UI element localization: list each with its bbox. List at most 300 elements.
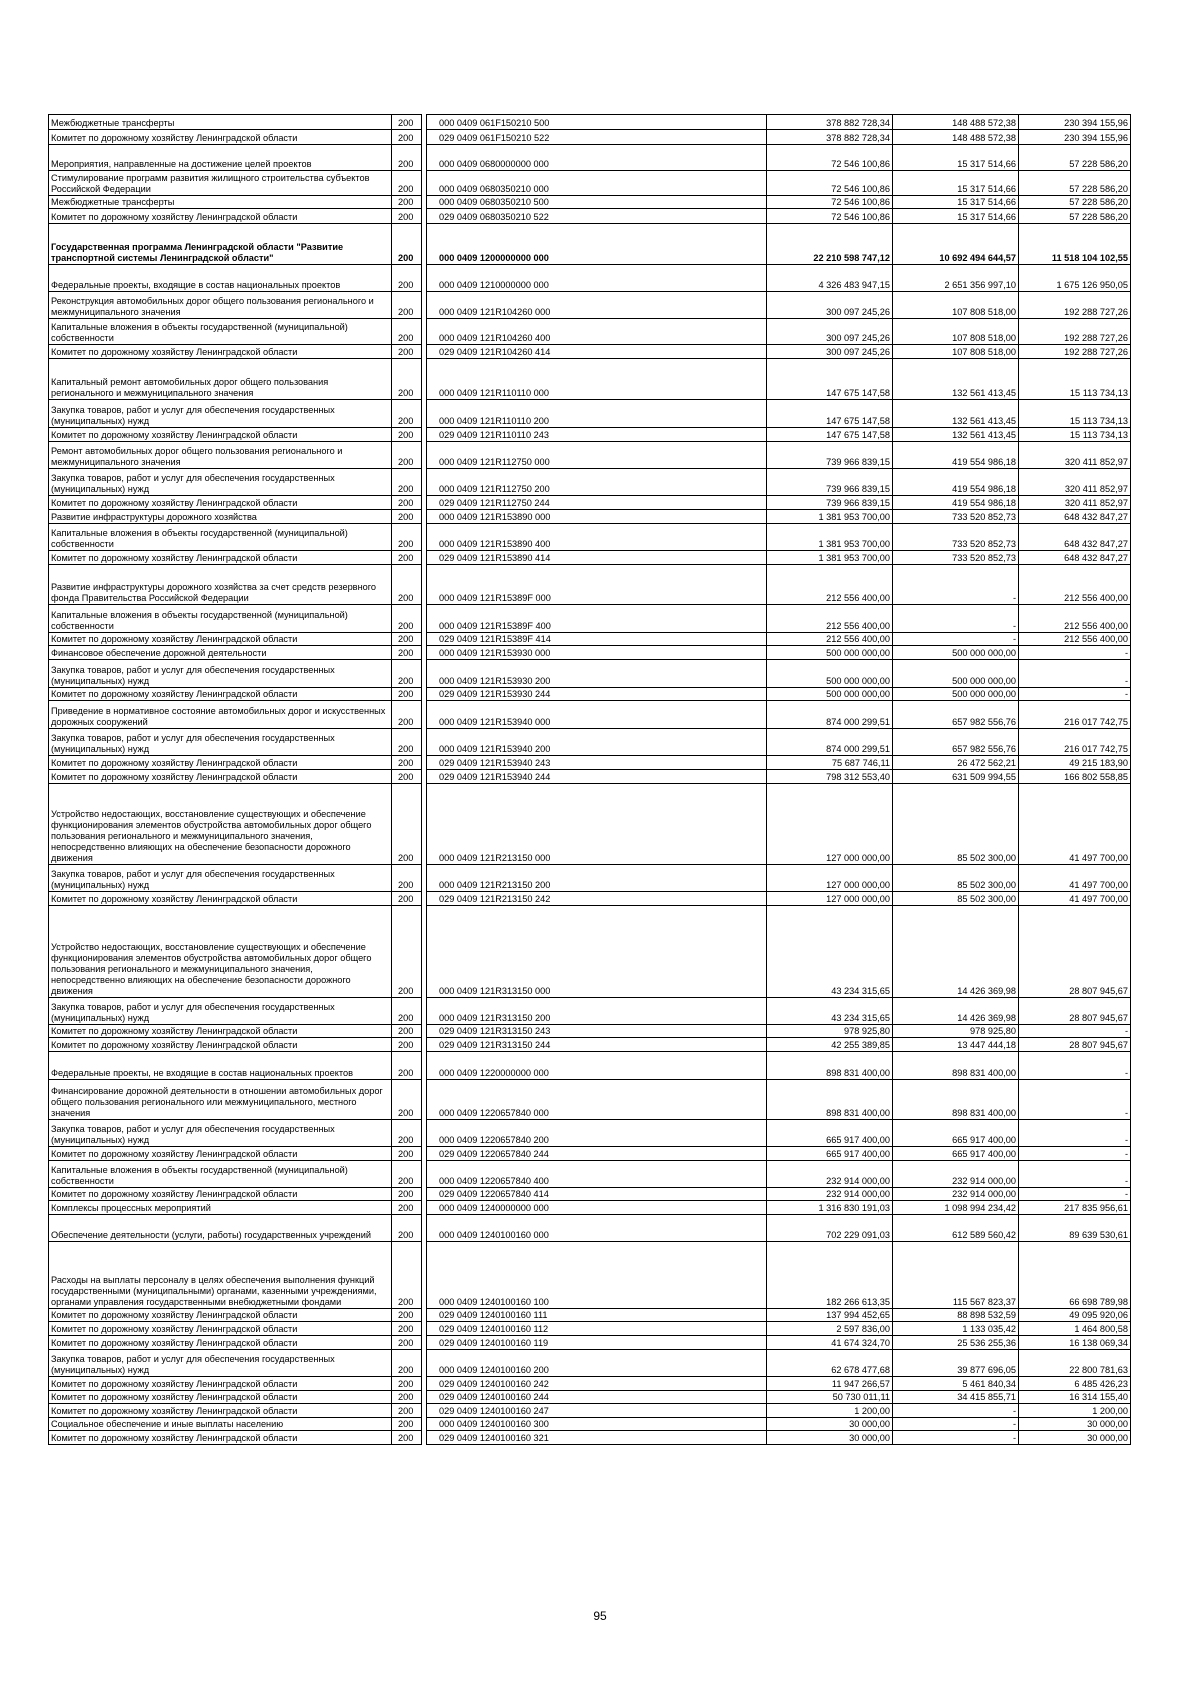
row-approved-cell: 127 000 000,00 xyxy=(767,892,893,906)
row-name-cell: Устройство недостающих, восстановление существующих и обеспечение функционирования элементов обустройства автомобильных дорог общего пользования регионального и межмуниципального значения, непосредственно влияющих на обеспечение безопасности дорожного движения xyxy=(49,906,392,998)
row-approved-cell: 72 546 100,86 xyxy=(767,145,893,171)
table-row xyxy=(49,1309,1131,1322)
table-row xyxy=(49,1025,1131,1038)
row-approved-cell: 42 255 389,85 xyxy=(767,1038,893,1052)
row-executed-cell: 15 317 514,66 xyxy=(893,171,1019,196)
row-code-cell: 200 xyxy=(392,660,422,688)
row-kbk-cell: 029 0409 1240100160 247 xyxy=(427,1404,767,1418)
row-executed-cell: - xyxy=(893,1418,1019,1431)
row-code-cell: 200 xyxy=(392,292,422,319)
row-kbk-cell: 000 0409 1200000000 000 xyxy=(427,224,767,265)
row-kbk-cell: 000 0409 121R104260 400 xyxy=(427,319,767,345)
row-approved-cell: 874 000 299,51 xyxy=(767,701,893,729)
row-approved-cell: 147 675 147,58 xyxy=(767,428,893,442)
row-executed-cell: 148 488 572,38 xyxy=(893,115,1019,130)
table-row xyxy=(49,1080,1131,1120)
row-name-cell: Комитет по дорожному хозяйству Ленинградской области xyxy=(49,130,392,145)
row-approved-cell: 137 994 452,65 xyxy=(767,1309,893,1322)
row-name-cell: Закупка товаров, работ и услуг для обеспечения государственных (муниципальных) нужд xyxy=(49,469,392,496)
row-kbk-cell: 029 0409 1240100160 321 xyxy=(427,1431,767,1445)
row-name-cell: Комитет по дорожному хозяйству Ленинградской области xyxy=(49,688,392,701)
row-name-cell: Комитет по дорожному хозяйству Ленинградской области xyxy=(49,1147,392,1161)
row-kbk-cell: 029 0409 1220657840 244 xyxy=(427,1147,767,1161)
row-unexecuted-cell: 212 556 400,00 xyxy=(1019,633,1131,646)
row-approved-cell: 500 000 000,00 xyxy=(767,688,893,701)
row-approved-cell: 30 000,00 xyxy=(767,1418,893,1431)
row-kbk-cell: 000 0409 1240100160 300 xyxy=(427,1418,767,1431)
row-executed-cell: 419 554 986,18 xyxy=(893,469,1019,496)
row-unexecuted-cell: 192 288 727,26 xyxy=(1019,292,1131,319)
row-unexecuted-cell: 320 411 852,97 xyxy=(1019,496,1131,510)
row-code-cell: 200 xyxy=(392,770,422,784)
row-approved-cell: 874 000 299,51 xyxy=(767,729,893,756)
row-code-cell: 200 xyxy=(392,729,422,756)
row-approved-cell: 665 917 400,00 xyxy=(767,1147,893,1161)
row-unexecuted-cell: 30 000,00 xyxy=(1019,1431,1131,1445)
row-code-cell: 200 xyxy=(392,1309,422,1322)
row-unexecuted-cell: 15 113 734,13 xyxy=(1019,359,1131,400)
row-code-cell: 200 xyxy=(392,345,422,359)
row-executed-cell: 132 561 413,45 xyxy=(893,428,1019,442)
row-name-cell: Закупка товаров, работ и услуг для обеспечения государственных (муниципальных) нужд xyxy=(49,865,392,892)
row-name-cell: Комитет по дорожному хозяйству Ленинградской области xyxy=(49,1038,392,1052)
row-executed-cell: 419 554 986,18 xyxy=(893,442,1019,469)
row-code-cell: 200 xyxy=(392,605,422,633)
row-code-cell: 200 xyxy=(392,428,422,442)
row-code-cell: 200 xyxy=(392,701,422,729)
row-approved-cell: 72 546 100,86 xyxy=(767,209,893,224)
row-unexecuted-cell: 216 017 742,75 xyxy=(1019,701,1131,729)
row-executed-cell: 2 651 356 997,10 xyxy=(893,265,1019,292)
row-kbk-cell: 000 0409 121R153930 000 xyxy=(427,646,767,660)
row-unexecuted-cell: - xyxy=(1019,1120,1131,1147)
row-executed-cell: 25 536 255,36 xyxy=(893,1336,1019,1350)
row-unexecuted-cell: - xyxy=(1019,660,1131,688)
row-approved-cell: 300 097 245,26 xyxy=(767,345,893,359)
row-executed-cell: 665 917 400,00 xyxy=(893,1120,1019,1147)
row-code-cell: 200 xyxy=(392,646,422,660)
row-approved-cell: 1 200,00 xyxy=(767,1404,893,1418)
row-executed-cell: 657 982 556,76 xyxy=(893,701,1019,729)
row-kbk-cell: 000 0409 121R153940 000 xyxy=(427,701,767,729)
row-approved-cell: 212 556 400,00 xyxy=(767,633,893,646)
row-kbk-cell: 000 0409 0680350210 000 xyxy=(427,171,767,196)
table-row xyxy=(49,171,1131,196)
budget-table xyxy=(48,114,1131,1445)
row-unexecuted-cell: 230 394 155,96 xyxy=(1019,115,1131,130)
row-executed-cell: 88 898 532,59 xyxy=(893,1309,1019,1322)
row-code-cell: 200 xyxy=(392,359,422,400)
row-approved-cell: 2 597 836,00 xyxy=(767,1322,893,1336)
row-executed-cell: 1 133 035,42 xyxy=(893,1322,1019,1336)
row-code-cell: 200 xyxy=(392,1391,422,1404)
row-kbk-cell: 000 0409 121R110110 000 xyxy=(427,359,767,400)
row-kbk-cell: 029 0409 121R313150 244 xyxy=(427,1038,767,1052)
row-unexecuted-cell: - xyxy=(1019,1161,1131,1188)
row-unexecuted-cell: 166 802 558,85 xyxy=(1019,770,1131,784)
table-row xyxy=(49,224,1131,265)
row-unexecuted-cell: 216 017 742,75 xyxy=(1019,729,1131,756)
row-kbk-cell: 029 0409 061F150210 522 xyxy=(427,130,767,145)
row-code-cell: 200 xyxy=(392,892,422,906)
row-unexecuted-cell: 230 394 155,96 xyxy=(1019,130,1131,145)
row-code-cell: 200 xyxy=(392,1161,422,1188)
row-kbk-cell: 000 0409 1220000000 000 xyxy=(427,1052,767,1080)
row-kbk-cell: 000 0409 121R213150 000 xyxy=(427,784,767,865)
row-kbk-cell: 000 0409 121R153890 400 xyxy=(427,524,767,551)
row-approved-cell: 898 831 400,00 xyxy=(767,1052,893,1080)
row-executed-cell: 26 472 562,21 xyxy=(893,756,1019,770)
row-unexecuted-cell: 57 228 586,20 xyxy=(1019,196,1131,209)
table-row xyxy=(49,729,1131,756)
row-unexecuted-cell: 11 518 104 102,55 xyxy=(1019,224,1131,265)
row-name-cell: Комитет по дорожному хозяйству Ленинградской области xyxy=(49,209,392,224)
row-kbk-cell: 000 0409 121R213150 200 xyxy=(427,865,767,892)
row-name-cell: Комитет по дорожному хозяйству Ленинградской области xyxy=(49,770,392,784)
row-executed-cell: 14 426 369,98 xyxy=(893,906,1019,998)
row-code-cell: 200 xyxy=(392,1120,422,1147)
row-name-cell: Капитальные вложения в объекты государственной (муниципальной) собственности xyxy=(49,605,392,633)
row-approved-cell: 147 675 147,58 xyxy=(767,400,893,428)
row-name-cell: Финансовое обеспечение дорожной деятельности xyxy=(49,646,392,660)
row-code-cell: 200 xyxy=(392,1025,422,1038)
row-unexecuted-cell: 192 288 727,26 xyxy=(1019,345,1131,359)
row-name-cell: Закупка товаров, работ и услуг для обеспечения государственных (муниципальных) нужд xyxy=(49,1120,392,1147)
row-kbk-cell: 000 0409 1220657840 000 xyxy=(427,1080,767,1120)
row-unexecuted-cell: 212 556 400,00 xyxy=(1019,605,1131,633)
row-kbk-cell: 000 0409 1240000000 000 xyxy=(427,1201,767,1215)
row-executed-cell: 419 554 986,18 xyxy=(893,496,1019,510)
row-kbk-cell: 029 0409 121R153930 244 xyxy=(427,688,767,701)
row-name-cell: Мероприятия, направленные на достижение целей проектов xyxy=(49,145,392,171)
row-code-cell: 200 xyxy=(392,524,422,551)
table-row xyxy=(49,1242,1131,1309)
row-unexecuted-cell: 57 228 586,20 xyxy=(1019,171,1131,196)
row-approved-cell: 1 316 830 191,03 xyxy=(767,1201,893,1215)
table-row xyxy=(49,319,1131,345)
row-unexecuted-cell: 57 228 586,20 xyxy=(1019,209,1131,224)
row-kbk-cell: 000 0409 1240100160 000 xyxy=(427,1215,767,1242)
row-kbk-cell: 000 0409 1240100160 100 xyxy=(427,1242,767,1309)
row-code-cell: 200 xyxy=(392,1322,422,1336)
row-name-cell: Комитет по дорожному хозяйству Ленинградской области xyxy=(49,1025,392,1038)
table-row xyxy=(49,770,1131,784)
row-kbk-cell: 000 0409 061F150210 500 xyxy=(427,115,767,130)
row-approved-cell: 43 234 315,65 xyxy=(767,906,893,998)
row-executed-cell: 15 317 514,66 xyxy=(893,209,1019,224)
row-code-cell: 200 xyxy=(392,1215,422,1242)
row-approved-cell: 232 914 000,00 xyxy=(767,1161,893,1188)
row-kbk-cell: 029 0409 1240100160 111 xyxy=(427,1309,767,1322)
table-row xyxy=(49,1418,1131,1431)
row-executed-cell: 665 917 400,00 xyxy=(893,1147,1019,1161)
row-name-cell: Реконструкция автомобильных дорог общего пользования регионального и межмуниципального значения xyxy=(49,292,392,319)
row-unexecuted-cell: - xyxy=(1019,1080,1131,1120)
row-code-cell: 200 xyxy=(392,319,422,345)
row-kbk-cell: 000 0409 121R153890 000 xyxy=(427,510,767,524)
row-unexecuted-cell: 41 497 700,00 xyxy=(1019,784,1131,865)
row-kbk-cell: 000 0409 121R110110 200 xyxy=(427,400,767,428)
row-name-cell: Закупка товаров, работ и услуг для обеспечения государственных (муниципальных) нужд xyxy=(49,1350,392,1377)
row-approved-cell: 127 000 000,00 xyxy=(767,865,893,892)
row-kbk-cell: 000 0409 1210000000 000 xyxy=(427,265,767,292)
row-approved-cell: 898 831 400,00 xyxy=(767,1080,893,1120)
row-executed-cell: 232 914 000,00 xyxy=(893,1188,1019,1201)
row-unexecuted-cell: 49 215 183,90 xyxy=(1019,756,1131,770)
row-code-cell: 200 xyxy=(392,442,422,469)
table-row xyxy=(49,1377,1131,1391)
row-code-cell: 200 xyxy=(392,633,422,646)
row-unexecuted-cell: 1 200,00 xyxy=(1019,1404,1131,1418)
row-kbk-cell: 029 0409 0680350210 522 xyxy=(427,209,767,224)
row-code-cell: 200 xyxy=(392,510,422,524)
row-approved-cell: 147 675 147,58 xyxy=(767,359,893,400)
row-approved-cell: 798 312 553,40 xyxy=(767,770,893,784)
row-approved-cell: 300 097 245,26 xyxy=(767,319,893,345)
row-code-cell: 200 xyxy=(392,265,422,292)
table-row xyxy=(49,1147,1131,1161)
row-code-cell: 200 xyxy=(392,906,422,998)
row-unexecuted-cell: 1 675 126 950,05 xyxy=(1019,265,1131,292)
row-unexecuted-cell: 192 288 727,26 xyxy=(1019,319,1131,345)
table-row xyxy=(49,605,1131,633)
row-executed-cell: 733 520 852,73 xyxy=(893,524,1019,551)
row-name-cell: Социальное обеспечение и иные выплаты населению xyxy=(49,1418,392,1431)
row-name-cell: Обеспечение деятельности (услуги, работы) государственных учреждений xyxy=(49,1215,392,1242)
row-name-cell: Комитет по дорожному хозяйству Ленинградской области xyxy=(49,892,392,906)
row-kbk-cell: 000 0409 121R112750 000 xyxy=(427,442,767,469)
row-code-cell: 200 xyxy=(392,400,422,428)
row-approved-cell: 378 882 728,34 xyxy=(767,115,893,130)
row-code-cell: 200 xyxy=(392,1431,422,1445)
row-approved-cell: 232 914 000,00 xyxy=(767,1188,893,1201)
row-kbk-cell: 000 0409 121R153940 200 xyxy=(427,729,767,756)
table-row xyxy=(49,1336,1131,1350)
row-executed-cell: 15 317 514,66 xyxy=(893,196,1019,209)
row-kbk-cell: 000 0409 1220657840 200 xyxy=(427,1120,767,1147)
row-code-cell: 200 xyxy=(392,1418,422,1431)
row-name-cell: Комитет по дорожному хозяйству Ленинградской области xyxy=(49,345,392,359)
row-executed-cell: 148 488 572,38 xyxy=(893,130,1019,145)
table-body xyxy=(49,115,1131,1445)
row-code-cell: 200 xyxy=(392,130,422,145)
table-row xyxy=(49,1201,1131,1215)
row-approved-cell: 212 556 400,00 xyxy=(767,565,893,605)
row-kbk-cell: 000 0409 121R104260 000 xyxy=(427,292,767,319)
row-approved-cell: 72 546 100,86 xyxy=(767,196,893,209)
row-code-cell: 200 xyxy=(392,1404,422,1418)
row-unexecuted-cell: 6 485 426,23 xyxy=(1019,1377,1131,1391)
row-kbk-cell: 000 0409 121R15389F 000 xyxy=(427,565,767,605)
row-executed-cell: 39 877 696,05 xyxy=(893,1350,1019,1377)
table-row xyxy=(49,400,1131,428)
row-kbk-cell: 000 0409 121R153930 200 xyxy=(427,660,767,688)
row-executed-cell: 612 589 560,42 xyxy=(893,1215,1019,1242)
row-kbk-cell: 029 0409 121R153940 243 xyxy=(427,756,767,770)
row-kbk-cell: 000 0409 121R313150 000 xyxy=(427,906,767,998)
row-unexecuted-cell: 212 556 400,00 xyxy=(1019,565,1131,605)
table-row xyxy=(49,442,1131,469)
row-unexecuted-cell: 30 000,00 xyxy=(1019,1418,1131,1431)
table-row xyxy=(49,998,1131,1025)
row-name-cell: Закупка товаров, работ и услуг для обеспечения государственных (муниципальных) нужд xyxy=(49,998,392,1025)
row-unexecuted-cell: 648 432 847,27 xyxy=(1019,524,1131,551)
row-name-cell: Комитет по дорожному хозяйству Ленинградской области xyxy=(49,1377,392,1391)
row-unexecuted-cell: 89 639 530,61 xyxy=(1019,1215,1131,1242)
row-kbk-cell: 029 0409 1240100160 244 xyxy=(427,1391,767,1404)
table-row xyxy=(49,1120,1131,1147)
row-kbk-cell: 029 0409 121R15389F 414 xyxy=(427,633,767,646)
row-code-cell: 200 xyxy=(392,1188,422,1201)
row-name-cell: Комитет по дорожному хозяйству Ленинградской области xyxy=(49,1336,392,1350)
table-row xyxy=(49,496,1131,510)
table-row xyxy=(49,784,1131,865)
row-approved-cell: 665 917 400,00 xyxy=(767,1120,893,1147)
row-kbk-cell: 029 0409 1240100160 112 xyxy=(427,1322,767,1336)
row-unexecuted-cell: 28 807 945,67 xyxy=(1019,1038,1131,1052)
row-executed-cell: 500 000 000,00 xyxy=(893,646,1019,660)
row-unexecuted-cell: 16 138 069,34 xyxy=(1019,1336,1131,1350)
row-name-cell: Капитальные вложения в объекты государственной (муниципальной) собственности xyxy=(49,524,392,551)
table-row xyxy=(49,130,1131,145)
row-code-cell: 200 xyxy=(392,115,422,130)
row-name-cell: Финансирование дорожной деятельности в отношении автомобильных дорог общего пользования регионального или межмуниципального, местного значения xyxy=(49,1080,392,1120)
row-name-cell: Капитальные вложения в объекты государственной (муниципальной) собственности xyxy=(49,1161,392,1188)
row-name-cell: Развитие инфраструктуры дорожного хозяйства за счет средств резервного фонда Правительства Российской Федерации xyxy=(49,565,392,605)
row-name-cell: Закупка товаров, работ и услуг для обеспечения государственных (муниципальных) нужд xyxy=(49,660,392,688)
table-row xyxy=(49,1052,1131,1080)
row-kbk-cell: 000 0409 121R112750 200 xyxy=(427,469,767,496)
row-executed-cell: 978 925,80 xyxy=(893,1025,1019,1038)
table-row xyxy=(49,524,1131,551)
row-executed-cell: - xyxy=(893,1404,1019,1418)
row-name-cell: Комитет по дорожному хозяйству Ленинградской области xyxy=(49,1322,392,1336)
row-unexecuted-cell: 28 807 945,67 xyxy=(1019,998,1131,1025)
row-name-cell: Комитет по дорожному хозяйству Ленинградской области xyxy=(49,496,392,510)
row-unexecuted-cell: 320 411 852,97 xyxy=(1019,442,1131,469)
table-row xyxy=(49,1188,1131,1201)
row-name-cell: Межбюджетные трансферты xyxy=(49,196,392,209)
row-code-cell: 200 xyxy=(392,145,422,171)
row-unexecuted-cell: 217 835 956,61 xyxy=(1019,1201,1131,1215)
row-code-cell: 200 xyxy=(392,1201,422,1215)
row-approved-cell: 739 966 839,15 xyxy=(767,442,893,469)
row-name-cell: Капитальные вложения в объекты государственной (муниципальной) собственности xyxy=(49,319,392,345)
row-unexecuted-cell: 49 095 920,06 xyxy=(1019,1309,1131,1322)
row-kbk-cell: 029 0409 121R104260 414 xyxy=(427,345,767,359)
row-name-cell: Государственная программа Ленинградской области "Развитие транспортной системы Ленинградской области" xyxy=(49,224,392,265)
row-executed-cell: 10 692 494 644,57 xyxy=(893,224,1019,265)
row-name-cell: Стимулирование программ развития жилищного строительства субъектов Российской Федерации xyxy=(49,171,392,196)
row-approved-cell: 41 674 324,70 xyxy=(767,1336,893,1350)
row-approved-cell: 182 266 613,35 xyxy=(767,1242,893,1309)
row-approved-cell: 75 687 746,11 xyxy=(767,756,893,770)
table-row xyxy=(49,1391,1131,1404)
row-unexecuted-cell: 41 497 700,00 xyxy=(1019,865,1131,892)
table-row xyxy=(49,510,1131,524)
table-row xyxy=(49,469,1131,496)
row-approved-cell: 212 556 400,00 xyxy=(767,605,893,633)
row-name-cell: Ремонт автомобильных дорог общего пользования регионального и межмуниципального значения xyxy=(49,442,392,469)
table-row xyxy=(49,688,1131,701)
table-row xyxy=(49,646,1131,660)
table-row xyxy=(49,1161,1131,1188)
row-approved-cell: 1 381 953 700,00 xyxy=(767,551,893,565)
table-row xyxy=(49,265,1131,292)
table-row xyxy=(49,906,1131,998)
row-unexecuted-cell: - xyxy=(1019,646,1131,660)
row-executed-cell: 232 914 000,00 xyxy=(893,1161,1019,1188)
row-approved-cell: 22 210 598 747,12 xyxy=(767,224,893,265)
row-approved-cell: 739 966 839,15 xyxy=(767,496,893,510)
table-row xyxy=(49,428,1131,442)
row-code-cell: 200 xyxy=(392,1147,422,1161)
row-approved-cell: 62 678 477,68 xyxy=(767,1350,893,1377)
row-approved-cell: 300 097 245,26 xyxy=(767,292,893,319)
row-name-cell: Комитет по дорожному хозяйству Ленинградской области xyxy=(49,1431,392,1445)
row-name-cell: Закупка товаров, работ и услуг для обеспечения государственных (муниципальных) нужд xyxy=(49,400,392,428)
row-executed-cell: 733 520 852,73 xyxy=(893,510,1019,524)
row-approved-cell: 1 381 953 700,00 xyxy=(767,524,893,551)
row-name-cell: Развитие инфраструктуры дорожного хозяйства xyxy=(49,510,392,524)
table-row xyxy=(49,196,1131,209)
row-code-cell: 200 xyxy=(392,209,422,224)
row-name-cell: Комитет по дорожному хозяйству Ленинградской области xyxy=(49,551,392,565)
row-approved-cell: 500 000 000,00 xyxy=(767,660,893,688)
row-executed-cell: 631 509 994,55 xyxy=(893,770,1019,784)
row-unexecuted-cell: 22 800 781,63 xyxy=(1019,1350,1131,1377)
row-name-cell: Приведение в нормативное состояние автомобильных дорог и искусственных дорожных сооружений xyxy=(49,701,392,729)
row-name-cell: Комплексы процессных мероприятий xyxy=(49,1201,392,1215)
table-row xyxy=(49,892,1131,906)
table-row xyxy=(49,865,1131,892)
row-kbk-cell: 029 0409 1220657840 414 xyxy=(427,1188,767,1201)
row-kbk-cell: 000 0409 0680350210 500 xyxy=(427,196,767,209)
table-row xyxy=(49,209,1131,224)
row-executed-cell: 500 000 000,00 xyxy=(893,688,1019,701)
row-approved-cell: 1 381 953 700,00 xyxy=(767,510,893,524)
row-code-cell: 200 xyxy=(392,865,422,892)
table-row xyxy=(49,1404,1131,1418)
table-row xyxy=(49,660,1131,688)
row-unexecuted-cell: - xyxy=(1019,1052,1131,1080)
row-kbk-cell: 000 0409 121R15389F 400 xyxy=(427,605,767,633)
row-kbk-cell: 029 0409 121R110110 243 xyxy=(427,428,767,442)
row-name-cell: Комитет по дорожному хозяйству Ленинградской области xyxy=(49,756,392,770)
row-name-cell: Комитет по дорожному хозяйству Ленинградской области xyxy=(49,633,392,646)
table-row xyxy=(49,345,1131,359)
row-name-cell: Капитальный ремонт автомобильных дорог общего пользования регионального и межмуниципального значения xyxy=(49,359,392,400)
row-code-cell: 200 xyxy=(392,224,422,265)
row-code-cell: 200 xyxy=(392,1350,422,1377)
row-approved-cell: 378 882 728,34 xyxy=(767,130,893,145)
row-kbk-cell: 000 0409 1240100160 200 xyxy=(427,1350,767,1377)
row-executed-cell: 85 502 300,00 xyxy=(893,892,1019,906)
row-executed-cell: 115 567 823,37 xyxy=(893,1242,1019,1309)
row-unexecuted-cell: 28 807 945,67 xyxy=(1019,906,1131,998)
row-executed-cell: 34 415 855,71 xyxy=(893,1391,1019,1404)
row-name-cell: Комитет по дорожному хозяйству Ленинградской области xyxy=(49,1391,392,1404)
row-unexecuted-cell: 648 432 847,27 xyxy=(1019,551,1131,565)
row-code-cell: 200 xyxy=(392,196,422,209)
row-executed-cell: 132 561 413,45 xyxy=(893,400,1019,428)
row-kbk-cell: 029 0409 121R313150 243 xyxy=(427,1025,767,1038)
row-executed-cell: 898 831 400,00 xyxy=(893,1052,1019,1080)
table-row xyxy=(49,359,1131,400)
row-executed-cell: 15 317 514,66 xyxy=(893,145,1019,171)
row-executed-cell: 1 098 994 234,42 xyxy=(893,1201,1019,1215)
row-name-cell: Комитет по дорожному хозяйству Ленинградской области xyxy=(49,1309,392,1322)
